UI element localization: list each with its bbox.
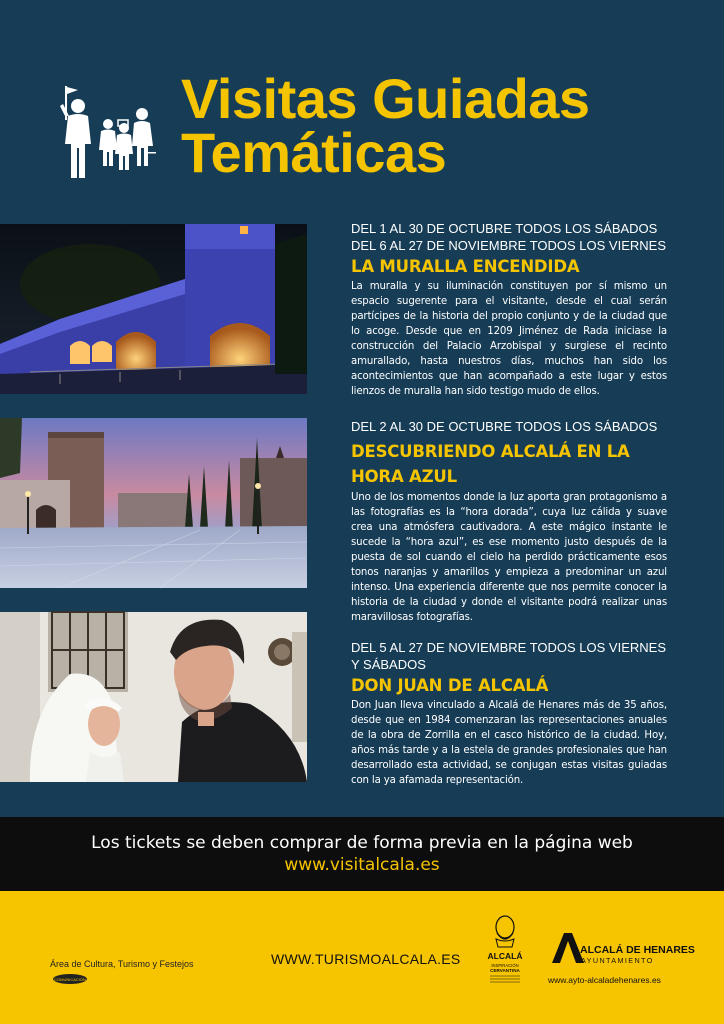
area-text: Área de Cultura, Turismo y Festejos: [50, 959, 194, 969]
ayto-sub: AYUNTAMIENTO: [581, 956, 654, 965]
event-dates: DEL 5 AL 27 DE NOVIEMBRE TODOS LOS VIERNES Y SÁBADOS: [351, 640, 667, 672]
event-title: DESCUBRIENDO ALCALÁ EN LA HORA AZUL: [351, 441, 630, 486]
event-dates: DEL 2 AL 30 DE OCTUBRE TODOS LOS SÁBADOS: [351, 419, 658, 434]
ticket-link[interactable]: www.visitalcala.es: [284, 855, 440, 875]
event-description: Don Juan lleva vinculado a Alcalá de Henares más de 35 años, desde que en 1984 comenzaran las representaciones anuales de la obra de Zorrilla en el casco histórico de la ciudad. Hoy, años más tarde y a la estela de grandes profesionales que han desarrollado esta actividad, se conjugan estas visitas guiadas con la ya afamada representación.: [351, 700, 667, 786]
comunicacion-label: COMUNICACIÓN: [54, 977, 86, 982]
muralla-photo: [0, 224, 307, 394]
hora-azul-photo: [0, 418, 307, 588]
event-dates: [351, 221, 667, 254]
page-title: [181, 67, 590, 184]
alcala-cervantina-logo-icon: [482, 913, 528, 985]
event-hora-azul: [351, 419, 667, 625]
ticket-bar: [0, 817, 724, 891]
event-title: DON JUAN DE ALCALÁ: [351, 676, 549, 695]
cerv-name: ALCALÁ: [487, 951, 523, 961]
event-title: LA MURALLA ENCENDIDA: [351, 257, 580, 276]
cerv-sub1: INSPIRACIÓN: [491, 963, 519, 968]
title-line-2: Temáticas: [181, 121, 447, 184]
ayto-link[interactable]: www.ayto-alcaladehenares.es: [548, 975, 661, 985]
cerv-sub2: CERVANTINA: [490, 968, 520, 973]
ayuntamiento-logo-icon: [550, 931, 695, 965]
ayto-name: ALCALÁ DE HENARES: [580, 944, 695, 956]
guide-group-icon: [56, 86, 160, 180]
event-description: La muralla y su iluminación constituyen por sí mismo un espacio sugerente para el visitante, desde el cual serán partícipes de la historia del propio conjunto y de la ciudad que lo acoge. Desde que en 1209 Jiménez de Rada iniciase la construcción del Palacio Arzobispal y surgiese el recinto amurallado, hasta nuestros días, muchos han sido los acontecimientos que han acompañado a este lugar y estos lienzos de muralla han sido testigo mudo de ellos.: [351, 281, 667, 397]
event-don-juan: [351, 640, 667, 788]
don-juan-photo: [0, 612, 307, 782]
dates-line: DEL 6 AL 27 DE NOVIEMBRE TODOS LOS VIERNES: [351, 237, 667, 253]
comunicacion-logo-icon: [52, 973, 88, 985]
event-description: Uno de los momentos donde la luz aporta gran protagonismo a las fotografías es la “hora dorada”, cuya luz cálida y suave crea una atmósfera cautivadora. A este mágico instante le sucede la “hora azul”, es ese momento justo después de la puesta de sol cuando el cielo ha perdido prácticamente esos tonos naranjas y amarillos y empieza a predominar un azul intenso. Una experiencia diferente que nos permite conocer la historia de la ciudad y donde el visitante podrá realizar unas maravillosas fotografías.: [351, 491, 667, 623]
event-muralla: [351, 221, 667, 399]
title-line-1: Visitas Guiadas: [181, 67, 590, 130]
footer: [0, 891, 724, 1024]
dates-line: DEL 1 AL 30 DE OCTUBRE TODOS LOS SÁBADOS: [351, 221, 658, 236]
ticket-text: Los tickets se deben comprar de forma previa en la página web: [91, 833, 633, 853]
turismo-link[interactable]: WWW.TURISMOALCALA.ES: [271, 951, 461, 967]
